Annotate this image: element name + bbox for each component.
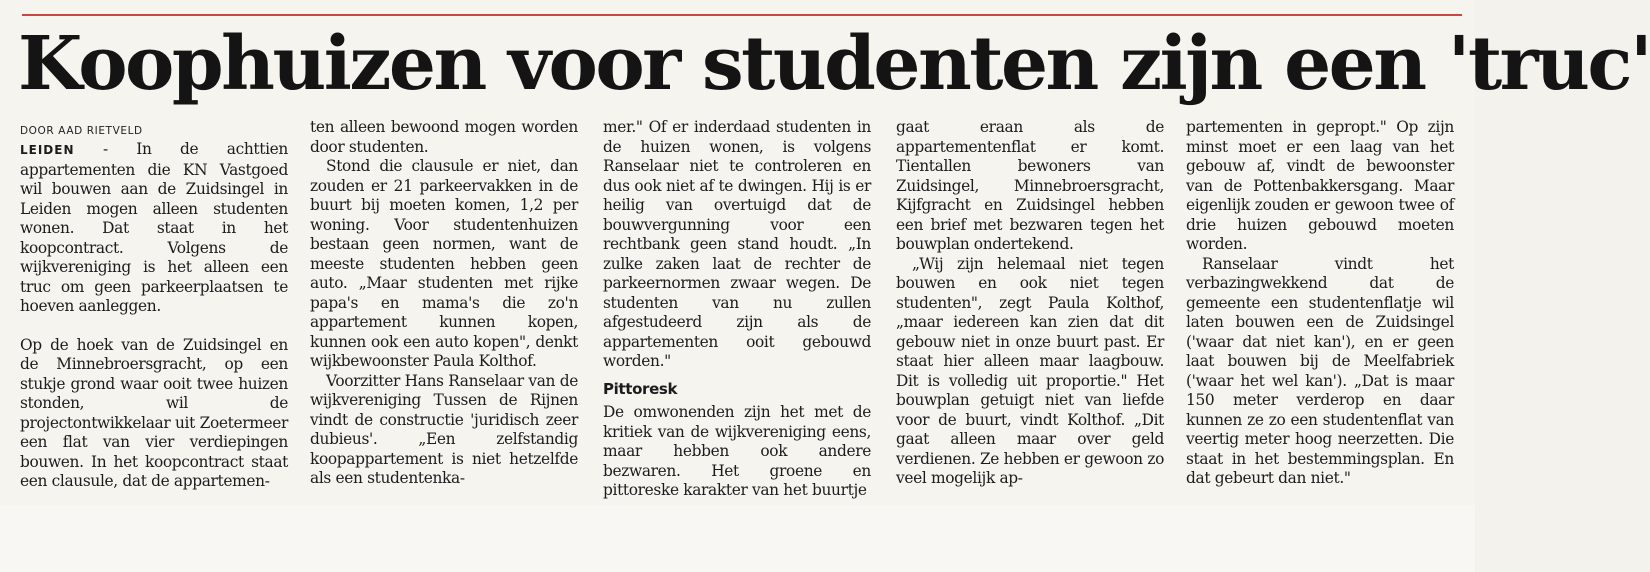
paragraph: Stond die clausule er niet, dan zouden er 21 parkeervakken in de buurt bij moeten komen, 1,2 per woning. Voor studentenhuizen bestaan geen normen, want de meeste studenten hebben geen auto. „Maar studenten met rijke papa's en mama's die zo'n appartement kunnen kopen, kunnen ook een auto kopen", denkt wijkbewoonster Paula Kolthof. xyxy=(310,157,578,370)
column-4 xyxy=(896,118,1164,489)
column-1 xyxy=(20,140,288,492)
paragraph: Voorzitter Hans Ranselaar van de wijkvereniging Tussen de Rijnen vindt de constructie 'juridisch zeer dubieus'. „Een zelfstandig koopappartement is niet hetzelfde als een studentenka- xyxy=(310,371,578,487)
top-rule xyxy=(22,14,1462,16)
paper-margin xyxy=(0,505,1475,572)
paragraph xyxy=(20,140,288,317)
paragraph: gaat eraan als de appartementenflat er komt. Tientallen bewoners van Zuidsingel, Minnebroersgracht, Kijfgracht en Zuidsingel hebben een brief met bezwaren tegen het bouwplan ondertekend. xyxy=(896,118,1164,253)
lead-text: - In de achttien appartementen die KN Vastgoed wil bouwen aan de Zuidsingel in Leiden mogen alleen studenten wonen. Dat staat in het koopcontract. Volgens de wijkvereniging is het alleen een truc om geen parkeerplaatsen te hoeven aanleggen. xyxy=(20,140,288,315)
column-3 xyxy=(603,118,871,501)
column-5 xyxy=(1186,118,1454,489)
paragraph: mer." Of er inderdaad studenten in de huizen wonen, is volgens Ranselaar niet te controleren en dus ook niet af te dwingen. Hij is er heilig van overtuigd dat de bouwvergunning voor een rechtbank geen stand houdt. „In zulke zaken laat de rechter de parkeernormen zwaar wegen. De studenten van nu zullen afgestudeerd zijn als de appartementen ooit gebouwd worden." xyxy=(603,118,871,370)
column-2 xyxy=(310,118,578,489)
headline: Koophuizen voor studenten zijn een 'truc' xyxy=(18,21,1650,107)
byline: DOOR AAD RIETVELD xyxy=(20,125,143,137)
paragraph: De omwonenden zijn het met de kritiek van de wijkvereniging eens, maar hebben ook andere bezwaren. Het groene en pittoreske karakter van het buurtje xyxy=(603,403,871,499)
dateline: LEIDEN xyxy=(20,143,75,157)
paragraph: Ranselaar vindt het verbazingwekkend dat de gemeente een studentenflatje wil laten bouwen een de Zuidsingel ('waar dat niet kan'), en er geen laat bouwen bij de Meelfabriek ('waar het wel kan'). „Dat is maar 150 meter verderop en daar kunnen ze zo een studentenflat van veertig meter hoog neerzetten. Die staat in het bestemmingsplan. En dat gebeurt dan niet." xyxy=(1186,254,1454,487)
paragraph: ten alleen bewoond mogen worden door studenten. xyxy=(310,118,578,156)
paragraph: „Wij zijn helemaal niet tegen bouwen en ook niet tegen studenten", zegt Paula Kolthof, „maar iedereen kan zien dat dit gebouw niet in onze buurt past. Er staat hier alleen maar laagbouw. Dit is volledig uit proportie." Het bouwplan getuigt niet van liefde voor de buurt, vindt Kolthof. „Dit gaat alleen maar over geld verdienen. Ze hebben er gewoon zo veel mogelijk ap- xyxy=(896,254,1164,487)
subhead: Pittoresk xyxy=(603,379,678,398)
paragraph: Op de hoek van de Zuidsingel en de Minnebroersgracht, op een stukje grond waar ooit twee huizen stonden, wil de projectontwikkelaar uit Zoetermeer een flat van vier verdiepingen bouwen. In het koopcontract staat een clausule, dat de appartemen- xyxy=(20,335,288,490)
paragraph: partementen in gepropt." Op zijn minst moet er een laag van het gebouw af, vindt de bewoonster van de Pottenbakkersgang. Maar eigenlijk zouden er gewoon twee of drie huizen gebouwd moeten worden. xyxy=(1186,118,1454,253)
